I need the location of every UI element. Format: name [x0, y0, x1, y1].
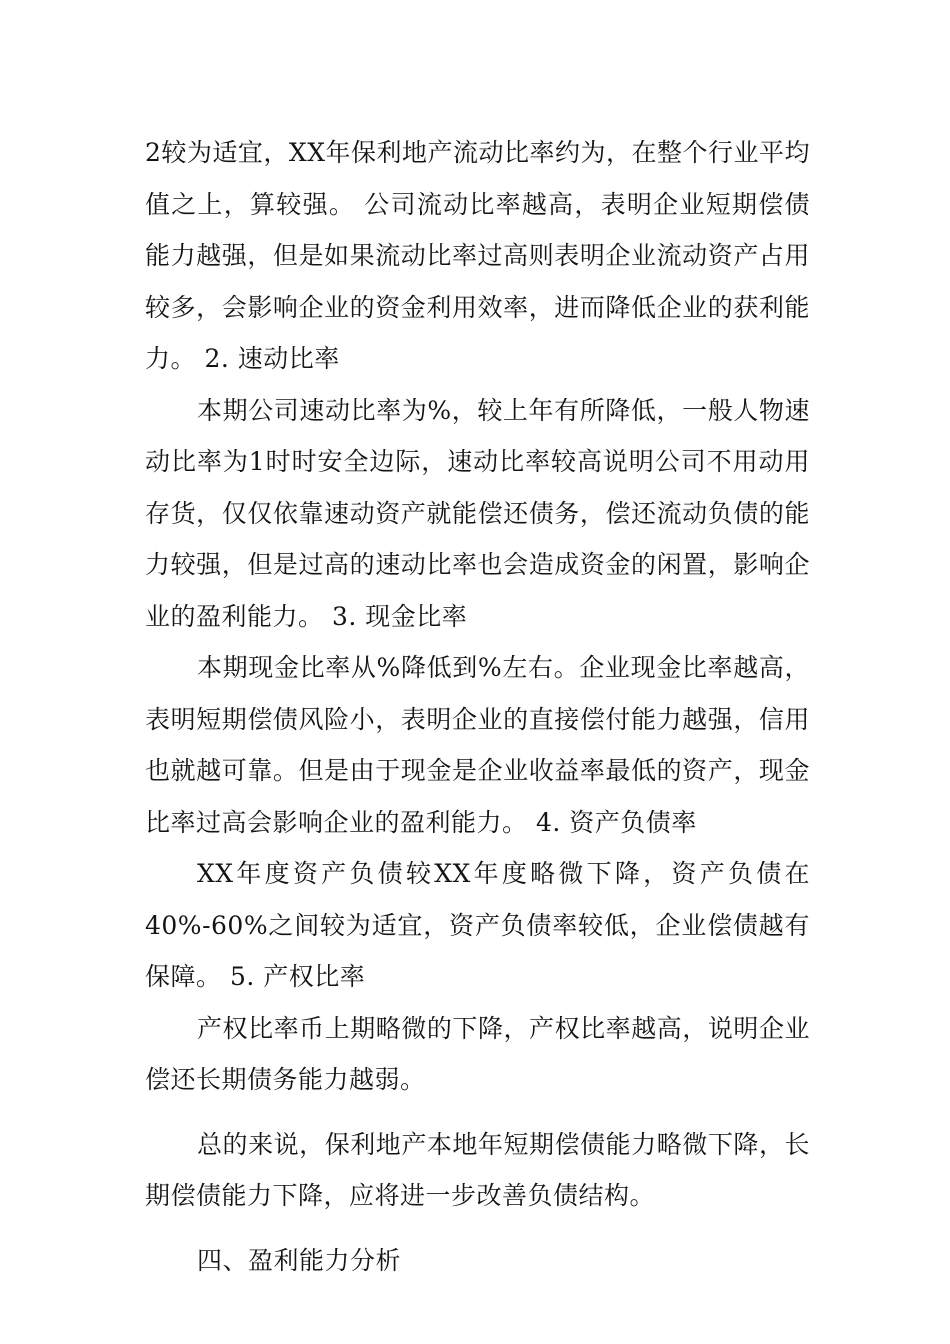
paragraph-cash-ratio: 本期现金比率从%降低到%左右。企业现金比率越高，表明短期偿债风险小，表明企业的直接偿付能力越强，信用也就越可靠。但是由于现金是企业收益率最低的资产，现金比率过高会影响企业的盈利能力。 4. 资产负债率 [145, 653, 810, 837]
paragraph-summary: 总的来说，保利地产本地年短期偿债能力略微下降，长期偿债能力下降，应将进一步改善负债结构。 [145, 1129, 810, 1210]
paragraph-equity-ratio: 产权比率币上期略微的下降，产权比率越高，说明企业偿还长期债务能力越弱。 [145, 1013, 810, 1094]
paragraph-quick-ratio: 本期公司速动比率为%，较上年有所降低，一般人物速动比率为1时时安全边际，速动比率较高说明公司不用动用存货，仅仅依靠速动资产就能偿还债务，偿还流动负债的能力较强，但是过高的速动比率也会造成资金的闲置，影响企业的盈利能力。 3. 现金比率 [145, 395, 810, 631]
paragraph-current-ratio: 2较为适宜，XX年保利地产流动比率约为，在整个行业平均值之上，算较强。 公司流动比率越高，表明企业短期偿债能力越强，但是如果流动比率过高则表明企业流动资产占用较多，会影响企业的资金利用效率，进而降低企业的获利能力。 2. 速动比率 [145, 138, 811, 373]
section-heading: 四、盈利能力分析 [197, 1245, 402, 1275]
document-body [145, 127, 810, 1286]
paragraph-debt-ratio: XX年度资产负债较XX年度略微下降，资产负债在40%-60%之间较为适宜，资产负债率较低，企业偿债越有保障。 5. 产权比率 [145, 859, 810, 991]
